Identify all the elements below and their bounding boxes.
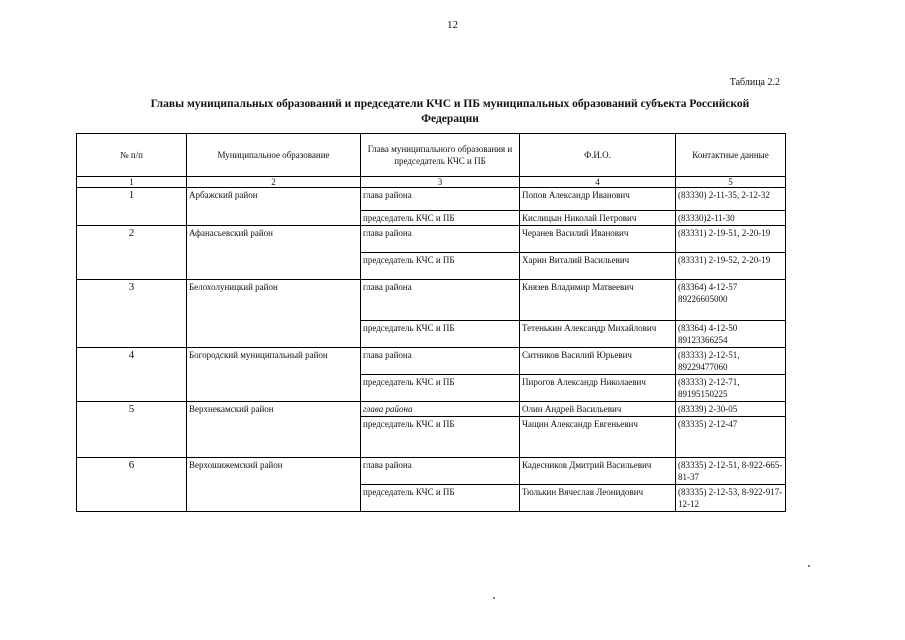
role-cell: председатель КЧС и ПБ	[361, 211, 520, 226]
fio-cell: Чащин Александр Евгеньевич	[520, 417, 676, 458]
role-cell: глава района	[361, 402, 520, 417]
fio-cell: Тюлькин Вячеслав Леонидович	[520, 485, 676, 512]
role-cell: председатель КЧС и ПБ	[361, 375, 520, 402]
contact-cell: (83333) 2-12-51, 89229477060	[676, 348, 786, 375]
role-cell: председатель КЧС и ПБ	[361, 485, 520, 512]
row-number: 6	[77, 458, 187, 512]
row-number: 4	[77, 348, 187, 402]
contact-cell: (83364) 4-12-50 89123366254	[676, 321, 786, 348]
table-label: Таблица 2.2	[729, 77, 780, 88]
header-fio: Ф.И.О.	[520, 134, 676, 177]
fio-cell: Харин Виталий Васильевич	[520, 253, 676, 280]
contact-cell: (83335) 2-12-51, 8-922-665-81-37	[676, 458, 786, 485]
municipality-cell: Богородский муниципальный район	[187, 348, 361, 402]
table-row	[77, 348, 786, 375]
table-row	[77, 226, 786, 253]
column-number: 5	[676, 177, 786, 188]
table-row	[77, 402, 786, 417]
table-row	[77, 188, 786, 211]
document-title	[95, 97, 805, 127]
header-num: № п/п	[77, 134, 187, 177]
contact-cell: (83335) 2-12-53, 8-922-917-12-12	[676, 485, 786, 512]
role-cell: глава района	[361, 188, 520, 211]
fio-cell: Ситников Василий Юрьевич	[520, 348, 676, 375]
role-cell: председатель КЧС и ПБ	[361, 417, 520, 458]
row-number: 2	[77, 226, 187, 280]
row-number: 1	[77, 188, 187, 226]
title-line-2: Федерации	[421, 113, 479, 125]
column-number: 2	[187, 177, 361, 188]
page-number: 12	[447, 19, 458, 31]
column-number: 3	[361, 177, 520, 188]
municipality-cell: Белохолуницкий район	[187, 280, 361, 348]
header-contacts: Контактные данные	[676, 134, 786, 177]
contact-cell: (83330) 2-11-35, 2-12-32	[676, 188, 786, 211]
fio-cell: Князев Владимир Матвеевич	[520, 280, 676, 321]
fio-cell: Кислицын Николай Петрович	[520, 211, 676, 226]
municipality-cell: Афанасьевский район	[187, 226, 361, 280]
header-municipality: Муниципальное образование	[187, 134, 361, 177]
role-cell: глава района	[361, 348, 520, 375]
scan-speck	[493, 597, 495, 599]
contact-cell: (83339) 2-30-05	[676, 402, 786, 417]
table-row	[77, 458, 786, 485]
municipality-cell: Арбажский район	[187, 188, 361, 226]
municipality-cell: Верхошижемский район	[187, 458, 361, 512]
contact-cell: (83330)2-11-30	[676, 211, 786, 226]
row-number: 5	[77, 402, 187, 458]
municipality-cell: Верхнекамский район	[187, 402, 361, 458]
role-cell: глава района	[361, 458, 520, 485]
scan-speck	[808, 565, 810, 567]
contact-cell: (83331) 2-19-51, 2-20-19	[676, 226, 786, 253]
title-line-1: Главы муниципальных образований и председатели КЧС и ПБ муниципальных образований субъекта Российской	[150, 98, 750, 110]
role-cell: глава района	[361, 226, 520, 253]
fio-cell: Олин Андрей Васильевич	[520, 402, 676, 417]
contact-cell: (83364) 4-12-57 89226605000	[676, 280, 786, 321]
fio-cell: Попов Александр Иванович	[520, 188, 676, 211]
contact-cell: (83331) 2-19-52, 2-20-19	[676, 253, 786, 280]
role-cell: глава района	[361, 280, 520, 321]
role-cell: председатель КЧС и ПБ	[361, 321, 520, 348]
column-number: 4	[520, 177, 676, 188]
header-role: Глава муниципального образования и председатель КЧС и ПБ	[361, 134, 520, 177]
column-number: 1	[77, 177, 187, 188]
fio-cell: Пирогов Александр Николаевич	[520, 375, 676, 402]
column-number-row	[77, 177, 786, 188]
table-header-row	[77, 134, 786, 177]
row-number: 3	[77, 280, 187, 348]
fio-cell: Тетенькин Александр Михайлович	[520, 321, 676, 348]
contact-cell: (83335) 2-12-47	[676, 417, 786, 458]
fio-cell: Черанев Василий Иванович	[520, 226, 676, 253]
fio-cell: Кадесников Дмитрий Васильевич	[520, 458, 676, 485]
table-row	[77, 280, 786, 321]
municipal-heads-table	[76, 133, 786, 512]
contact-cell: (83333) 2-12-71, 89195150225	[676, 375, 786, 402]
role-cell: председатель КЧС и ПБ	[361, 253, 520, 280]
